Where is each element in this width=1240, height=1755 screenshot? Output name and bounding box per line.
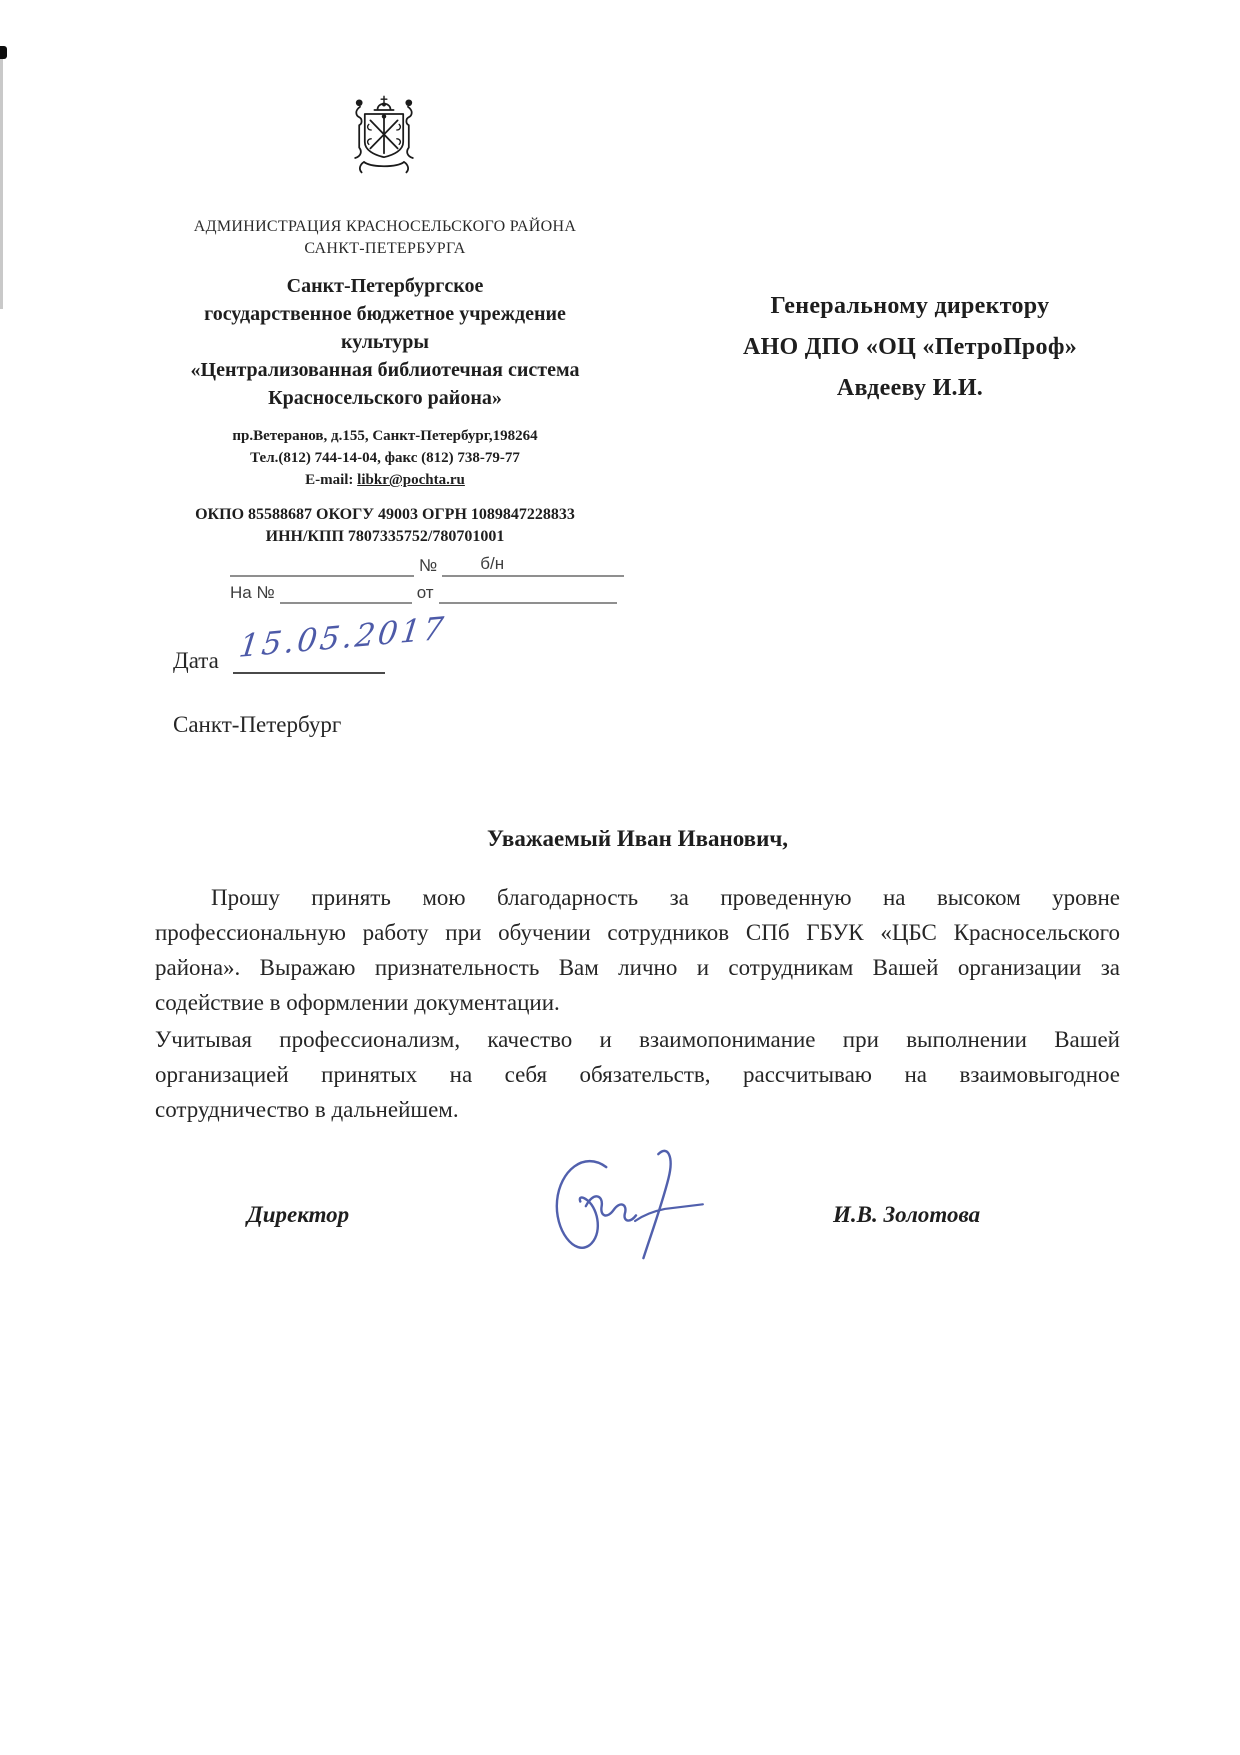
reply-number-row — [230, 577, 632, 604]
reply-number-blank — [280, 580, 412, 604]
signer-position: Директор — [247, 1202, 350, 1227]
body-line: содействие в оформлении документации. — [155, 990, 560, 1015]
body-line: района». Выражаю признательность Вам лично и сотрудникам Вашей организации за — [155, 955, 1120, 980]
email-link: libkr@pochta.ru — [357, 472, 465, 488]
reply-label: На № — [230, 583, 275, 602]
body-paragraph-2 — [155, 1022, 1120, 1127]
number-sign-label: № — [419, 556, 438, 575]
phone-line: Тел.(812) 744-14-04, факс (812) 738-79-77 — [250, 450, 520, 466]
administration-line2: САНКТ-ПЕТЕРБУРГА — [304, 240, 466, 257]
date-label: Дата — [173, 648, 219, 673]
from-label: от — [416, 583, 434, 602]
number-value-line — [442, 553, 624, 577]
organization-name — [128, 272, 642, 412]
salutation: Уважаемый Иван Иванович, — [486, 826, 789, 851]
recipient-block — [690, 286, 1130, 409]
body-line: организацией принятых на себя обязательств, рассчитываю на взаимовыгодное — [155, 1062, 1120, 1087]
organization-line: культуры — [340, 331, 430, 353]
date-underline — [233, 610, 449, 674]
recipient-organization: АНО ДПО «ОЦ «ПетроПроф» — [742, 334, 1078, 360]
recipient-position: Генеральному директору — [770, 293, 1050, 319]
recipient-name: Авдееву И.И. — [836, 375, 984, 401]
scan-edge-line — [0, 59, 3, 309]
contact-info — [140, 425, 630, 491]
signer-name: И.В. Золотова — [833, 1202, 981, 1227]
body-line: Прошу принять мою благодарность за проведенную на высоком уровне — [211, 885, 1120, 910]
body-line: профессиональную работу при обучении сотрудников СПб ГБУК «ЦБС Красносельского — [155, 920, 1120, 945]
administration-heading — [140, 216, 630, 260]
codes-line1: ОКПО 85588687 ОКОГУ 49003 ОГРН 1089847228833 — [195, 506, 575, 523]
city-line: Санкт-Петербург — [173, 712, 342, 737]
handwritten-signature-icon — [545, 1138, 740, 1278]
reply-date-blank — [439, 580, 617, 604]
email-line — [140, 469, 630, 491]
outgoing-number-blank — [230, 553, 414, 577]
body-line: Учитывая профессионализм, качество и взаимопонимание при выполнении Вашей — [155, 1027, 1120, 1052]
organization-line: государственное бюджетное учреждение — [204, 303, 566, 325]
outgoing-number-row — [230, 550, 632, 577]
body-paragraph-1 — [155, 880, 1120, 1020]
organization-line: Санкт-Петербургское — [286, 275, 484, 297]
organization-line: Красносельского района» — [268, 387, 502, 409]
registration-codes — [130, 504, 640, 548]
handwritten-date: 15.05.2017 — [236, 610, 449, 665]
administration-line1: АДМИНИСТРАЦИЯ КРАСНОСЕЛЬСКОГО РАЙОНА — [193, 218, 577, 235]
body-line: сотрудничество в дальнейшем. — [155, 1097, 459, 1122]
organization-line: «Централизованная библиотечная система — [190, 359, 580, 381]
date-row — [173, 610, 449, 674]
scan-edge-artifact — [0, 46, 7, 59]
codes-line2: ИНН/КПП 7807335752/780701001 — [265, 528, 505, 545]
spb-coat-of-arms-icon — [340, 88, 428, 188]
email-label: E-mail: — [305, 472, 354, 488]
address-line: пр.Ветеранов, д.155, Санкт-Петербург,198264 — [232, 428, 538, 444]
number-value: б/н — [480, 554, 505, 573]
reference-form — [230, 550, 632, 604]
